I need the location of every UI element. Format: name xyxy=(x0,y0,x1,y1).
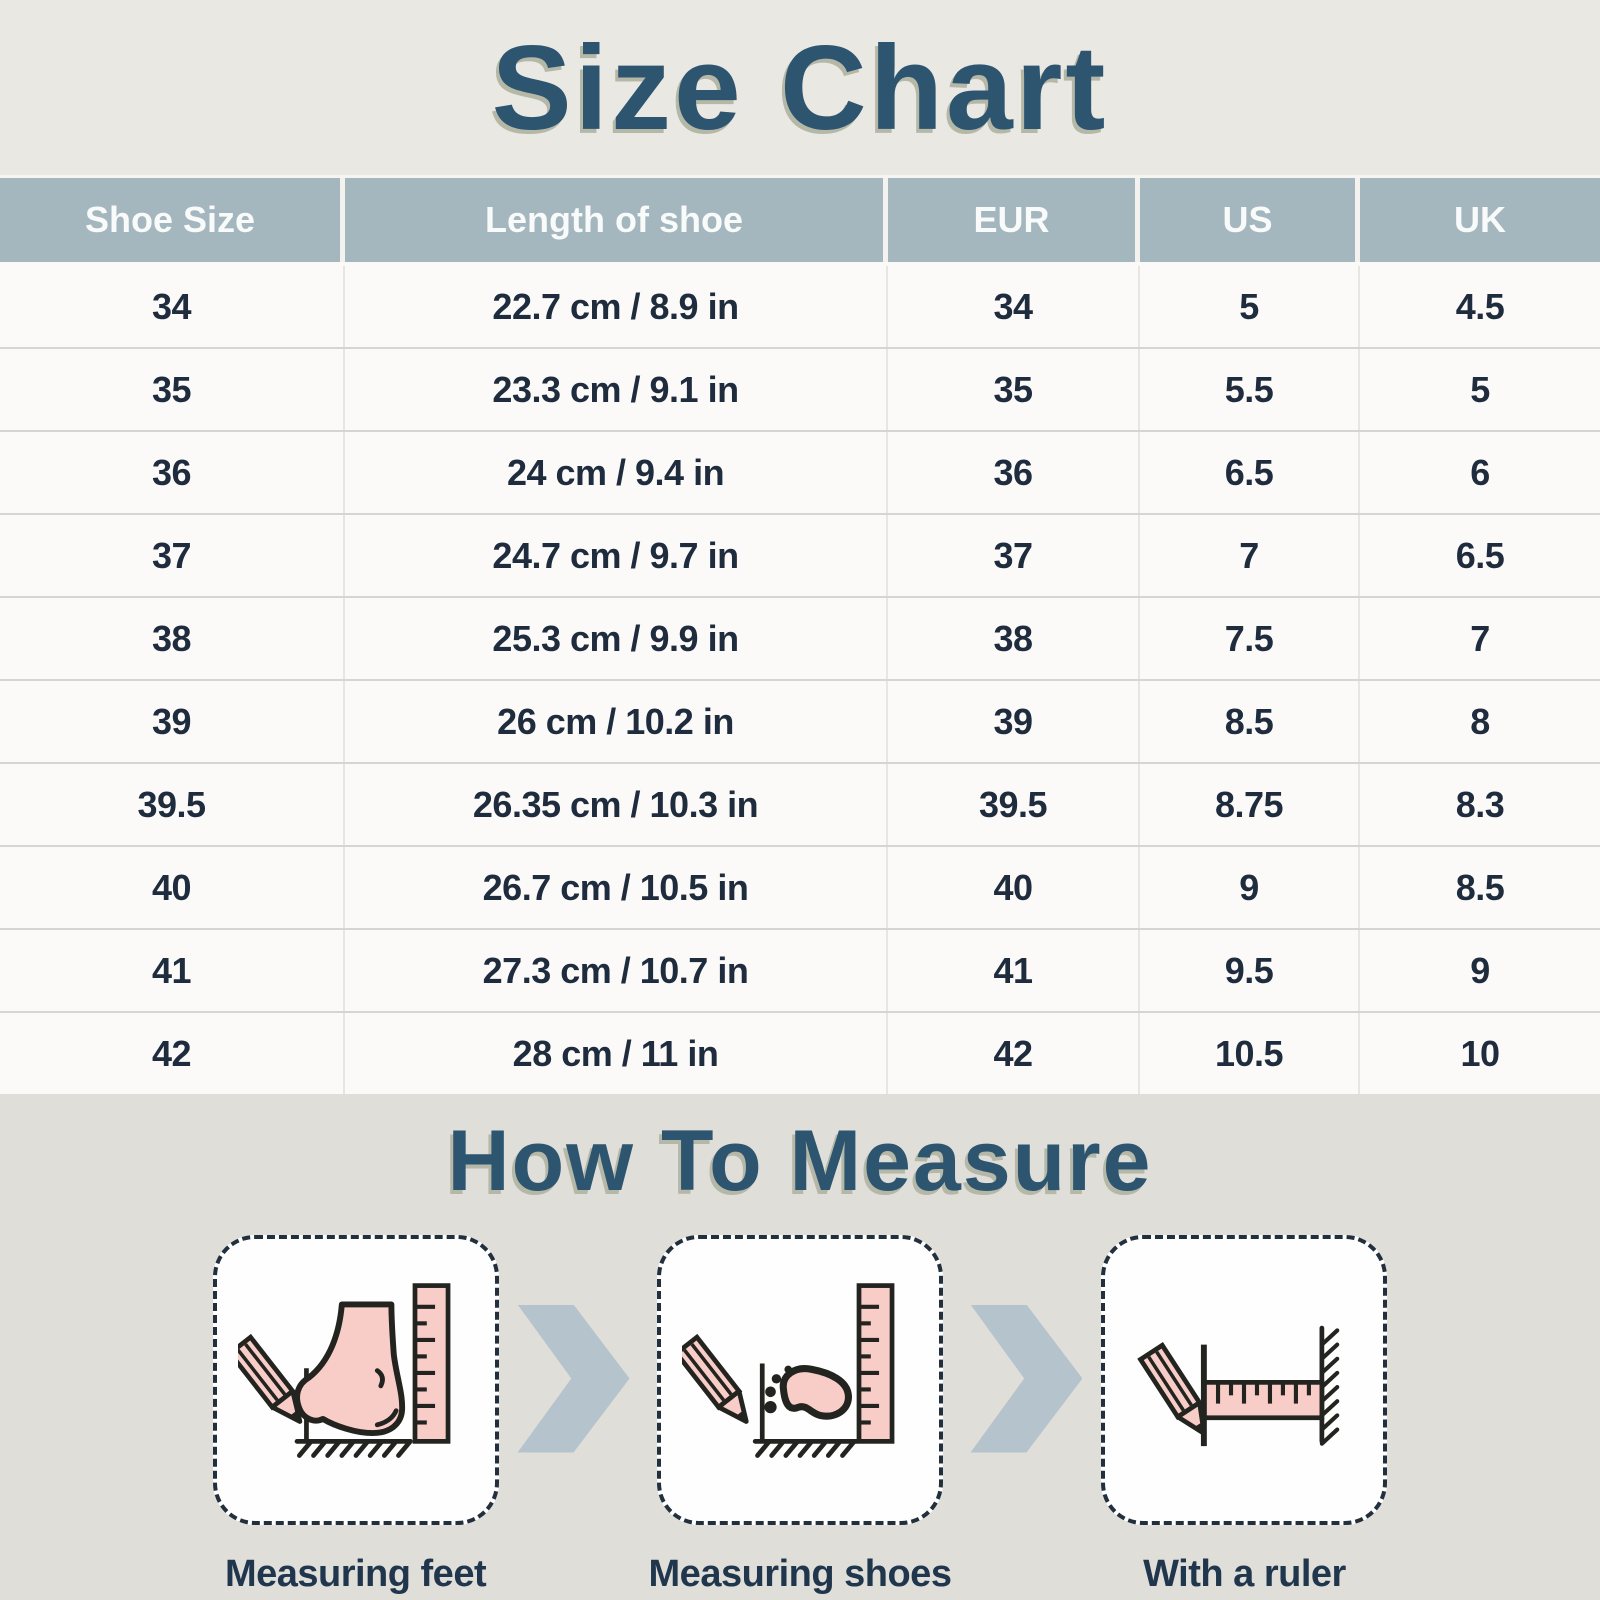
cell-shoe-size: 39 xyxy=(0,681,345,762)
arrow-right-icon xyxy=(970,1305,1082,1453)
cell-us: 10.5 xyxy=(1140,1013,1360,1094)
cell-length: 24 cm / 9.4 in xyxy=(345,432,888,513)
column-header-uk: UK xyxy=(1360,178,1600,262)
cell-us: 5.5 xyxy=(1140,349,1360,430)
cell-eur: 34 xyxy=(888,266,1140,347)
cell-eur: 42 xyxy=(888,1013,1140,1094)
cell-shoe-size: 37 xyxy=(0,515,345,596)
cell-us: 9 xyxy=(1140,847,1360,928)
cell-us: 5 xyxy=(1140,266,1360,347)
cell-uk: 10 xyxy=(1460,1032,1500,1074)
cell-shoe-size: 36 xyxy=(0,432,345,513)
step-with-a-ruler xyxy=(1101,1235,1387,1596)
step-box xyxy=(1101,1235,1387,1525)
column-header-us: US xyxy=(1140,178,1360,262)
step-box xyxy=(213,1235,499,1525)
cell-length: 26 cm / 10.2 in xyxy=(345,681,888,762)
cell-shoe-size: 42 xyxy=(0,1013,345,1094)
cell-us: 7 xyxy=(1140,515,1360,596)
cell-length: 28 cm / 11 in xyxy=(345,1013,888,1094)
table-row xyxy=(0,347,1600,430)
cell-us: 7.5 xyxy=(1140,598,1360,679)
cell-eur: 37 xyxy=(888,515,1140,596)
cell-us: 8.5 xyxy=(1140,681,1360,762)
step-box xyxy=(657,1235,943,1525)
cell-eur: 39 xyxy=(888,681,1140,762)
step-caption: Measuring shoes xyxy=(648,1553,952,1595)
cell-length: 27.3 cm / 10.7 in xyxy=(345,930,888,1011)
cell-uk: 6.5 xyxy=(1455,534,1505,576)
cell-uk: 6 xyxy=(1470,451,1490,493)
table-row xyxy=(0,430,1600,513)
ground-hatch xyxy=(297,1441,410,1455)
cell-shoe-size: 34 xyxy=(0,266,345,347)
ruler-icon xyxy=(859,1286,892,1442)
cell-eur: 41 xyxy=(888,930,1140,1011)
measuring-feet-icon xyxy=(238,1262,474,1498)
cell-length: 25.3 cm / 9.9 in xyxy=(345,598,888,679)
step-measuring-feet xyxy=(213,1235,499,1596)
cell-shoe-size: 40 xyxy=(0,847,345,928)
foot-icon xyxy=(297,1304,402,1433)
table-row xyxy=(0,762,1600,845)
table-row xyxy=(0,1011,1600,1094)
ground-hatch xyxy=(755,1441,856,1455)
cell-uk: 7 xyxy=(1470,617,1490,659)
table-row xyxy=(0,596,1600,679)
cell-eur: 39.5 xyxy=(888,764,1140,845)
cell-uk: 8.3 xyxy=(1455,783,1505,825)
cell-eur: 35 xyxy=(888,349,1140,430)
table-row xyxy=(0,679,1600,762)
pencil-icon xyxy=(682,1337,756,1429)
cell-eur: 40 xyxy=(888,847,1140,928)
how-to-measure-title: How To Measure xyxy=(447,1113,1153,1209)
footprint-icon xyxy=(764,1366,848,1417)
how-to-measure-section xyxy=(0,1094,1600,1600)
table-row xyxy=(0,845,1600,928)
column-header-eur: EUR xyxy=(888,178,1140,262)
step-caption: Measuring feet xyxy=(224,1553,487,1595)
cell-shoe-size: 38 xyxy=(0,598,345,679)
cell-shoe-size: 39.5 xyxy=(0,764,345,845)
cell-length: 22.7 cm / 8.9 in xyxy=(345,266,888,347)
cell-length: 26.7 cm / 10.5 in xyxy=(345,847,888,928)
step-measuring-shoes xyxy=(649,1235,952,1596)
table-row xyxy=(0,513,1600,596)
measuring-shoes-icon xyxy=(682,1262,918,1498)
cell-uk: 5 xyxy=(1470,368,1490,410)
arrow-right-icon xyxy=(518,1305,630,1453)
step-caption: With a ruler xyxy=(1143,1553,1346,1595)
table-row xyxy=(0,266,1600,347)
table-header-row xyxy=(0,175,1600,266)
steps-row xyxy=(0,1235,1600,1596)
cell-shoe-size: 35 xyxy=(0,349,345,430)
cell-eur: 36 xyxy=(888,432,1140,513)
cell-shoe-size: 41 xyxy=(0,930,345,1011)
cell-uk: 4.5 xyxy=(1455,285,1505,327)
ruler-icon xyxy=(1204,1382,1322,1417)
column-header-shoe-size: Shoe Size xyxy=(0,178,345,262)
page-title: Size Chart xyxy=(491,20,1109,155)
cell-length: 24.7 cm / 9.7 in xyxy=(345,515,888,596)
cell-uk: 9 xyxy=(1470,949,1490,991)
cell-us: 6.5 xyxy=(1140,432,1360,513)
size-table xyxy=(0,175,1600,1094)
table-row xyxy=(0,928,1600,1011)
with-a-ruler-icon xyxy=(1126,1262,1362,1498)
title-band xyxy=(0,0,1600,175)
cell-us: 8.75 xyxy=(1140,764,1360,845)
ruler-icon xyxy=(415,1286,448,1442)
cell-length: 23.3 cm / 9.1 in xyxy=(345,349,888,430)
cell-eur: 38 xyxy=(888,598,1140,679)
cell-length: 26.35 cm / 10.3 in xyxy=(345,764,888,845)
cell-uk: 8.5 xyxy=(1455,866,1505,908)
cell-uk: 8 xyxy=(1470,700,1490,742)
column-header-length: Length of shoe xyxy=(345,178,888,262)
cell-us: 9.5 xyxy=(1140,930,1360,1011)
